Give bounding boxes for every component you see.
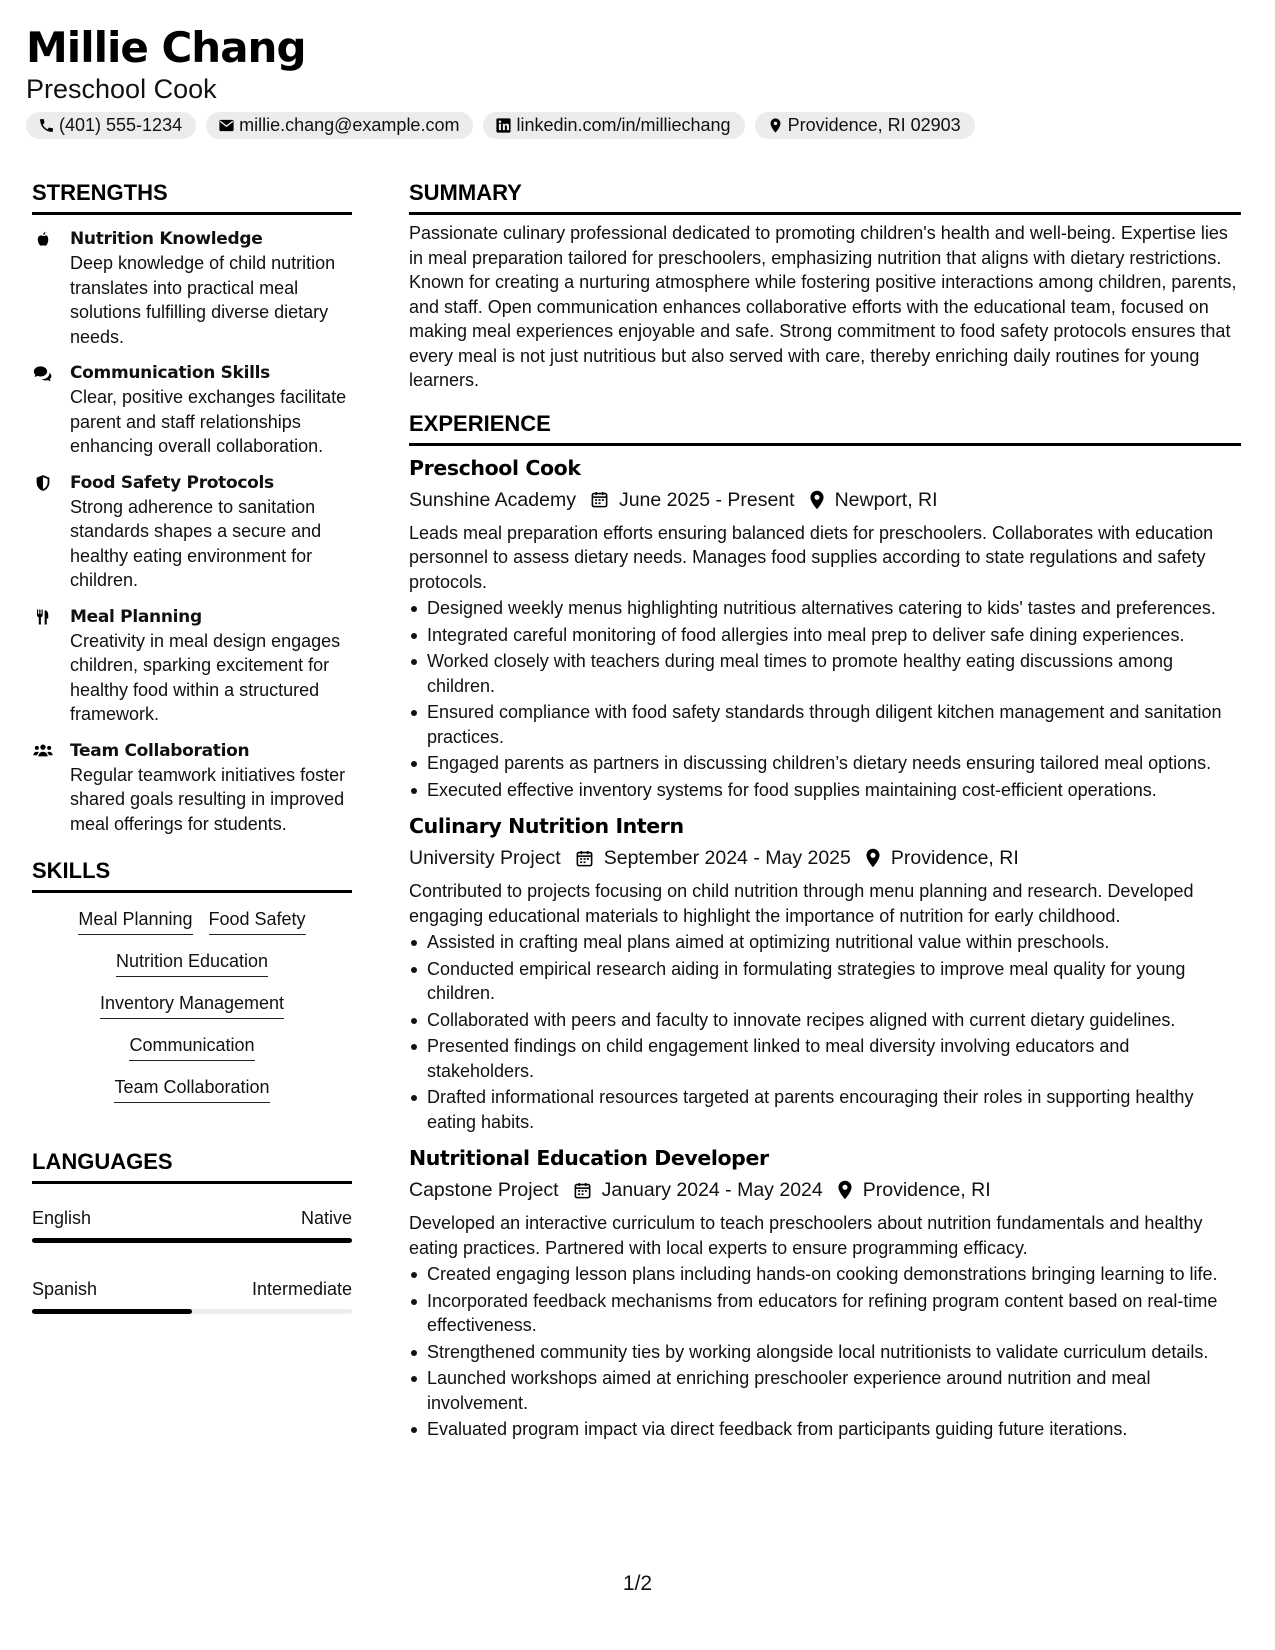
strength-title: Meal Planning [70,606,202,627]
job-bullet: Ensured compliance with food safety standards through diligent kitchen management and sanitation practices. [409,700,1241,749]
job-bullet: Designed weekly menus highlighting nutritious alternatives catering to kids' tastes and preferences. [409,596,1241,621]
language-level: Intermediate [251,1279,352,1299]
job-bullet: Worked closely with teachers during meal times to promote healthy eating discussions among children. [409,649,1241,698]
job-bullet: Drafted informational resources targeted at parents encouraging their roles in supporting healthy eating habits. [409,1085,1241,1134]
job-list [409,454,1241,1442]
calendar-icon [561,849,604,868]
strength-description: Regular teamwork initiatives foster shared goals resulting in improved meal offerings for students. [70,764,346,834]
experience-section [409,411,1241,1442]
language-proficiency-bar [32,1309,352,1314]
languages-heading: LANGUAGES [32,1149,352,1184]
location-pin-icon [795,490,835,510]
job-bullet: Engaged parents as partners in discussing children’s dietary needs ensuring tailored meal options. [409,751,1241,776]
location-pin-icon [851,848,891,868]
job-bullet: Incorporated feedback mechanisms from educators for refining program content based on real-time effectiveness. [409,1289,1241,1338]
strength-title: Team Collaboration [70,740,250,761]
job-bullet: Conducted empirical research aiding in formulating strategies to improve meal quality for young children. [409,957,1241,1006]
job-location: Providence, RI [862,1179,991,1201]
phone-icon [38,117,55,134]
job-bullets [409,930,1241,1134]
language-proficiency-fill [32,1309,192,1314]
job-entry [409,1144,1241,1442]
skills-list [32,907,352,1103]
job-entry [409,454,1241,803]
strengths-heading: STRENGTHS [32,180,352,215]
job-bullet: Launched workshops aimed at enriching preschooler experience around nutrition and meal involvement. [409,1366,1241,1415]
apple-icon [32,229,54,249]
job-organization: Sunshine Academy [409,488,576,511]
linkedin-text: linkedin.com/in/milliechang [516,115,731,135]
job-organization: University Project [409,847,561,869]
skill-tag: Inventory Management [100,991,284,1019]
strength-description: Strong adherence to sanitation standards shapes a secure and healthy eating environment for children. [70,496,322,590]
strength-description: Deep knowledge of child nutrition translates into practical meal solutions fulfilling diverse dietary needs. [70,253,336,347]
job-location: Newport, RI [834,488,938,511]
job-description: Leads meal preparation efforts ensuring balanced diets for preschoolers. Collaborates with education personnel to assess dietary needs. Manages food supplies according to state regulations and safety protocols. [409,522,1214,592]
summary-text: Passionate culinary professional dedicated to promoting children's health and well-being. Expertise lies in meal preparation tailored for preschoolers, emphasizing nutrition that aligns with dietary restrictions. Known for creating a nurturing atmosphere while fostering positive interactions among children, parents, and staff. Open communication enhances collaborative efforts with the educational team, focused on making meal experiences enjoyable and safe. Strong commitment to food safety protocols ensures that every meal is not just nutritious but also served with care, thereby enriching daily routines for young learners. [409,223,1237,390]
page-number: 1/2 [622,1572,653,1595]
job-dates: June 2025 - Present [618,488,795,511]
users-icon [32,741,54,761]
utensils-icon [32,607,54,627]
job-bullet: Executed effective inventory systems for food supplies maintaining cost-efficient operations. [409,778,1241,803]
job-bullet: Integrated careful monitoring of food allergies into meal prep to deliver safe dining experiences. [409,623,1241,648]
job-bullet: Presented findings on child engagement linked to meal diversity involving educators and stakeholders. [409,1034,1241,1083]
job-bullet: Collaborated with peers and faculty to innovate recipes aligned with current dietary guidelines. [409,1008,1241,1033]
language-item [32,1277,352,1314]
strength-title: Nutrition Knowledge [70,229,263,249]
contact-bar [26,112,1251,139]
candidate-name: Millie Chang [26,23,306,72]
job-bullet: Created engaging lesson plans including hands-on cooking demonstrations bringing learning to life. [409,1262,1241,1287]
skill-tag: Communication [129,1033,254,1061]
experience-heading: EXPERIENCE [409,411,1241,446]
skill-tag: Team Collaboration [114,1075,269,1103]
strength-item [32,605,352,727]
left-column [32,180,352,1314]
language-item [32,1206,352,1243]
job-dates: September 2024 - May 2025 [603,847,851,869]
languages-section [32,1149,352,1314]
strength-title: Food Safety Protocols [70,472,274,493]
language-name: English [32,1208,92,1228]
summary-section [409,180,1241,393]
job-bullets [409,1262,1241,1442]
job-title: Preschool Cook [409,455,581,480]
language-name: Spanish [32,1279,98,1299]
resume-header [26,22,1251,139]
linkedin-icon [495,117,512,134]
skills-section [32,858,352,1103]
skill-tag: Meal Planning [78,907,192,935]
calendar-icon [576,490,619,509]
job-description: Contributed to projects focusing on child nutrition through menu planning and research. Developed engaging educational materials to highlight the importance of nutrition for early childhood. [409,881,1194,926]
phone-text: (401) 555-1234 [59,115,183,135]
location-text: Providence, RI 02903 [787,115,961,135]
envelope-icon [218,117,235,134]
location-pin-icon [767,117,784,134]
location-pin-icon [823,1180,863,1200]
strength-item [32,739,352,837]
language-proficiency-fill [32,1238,352,1243]
right-column [409,180,1241,1442]
strength-description: Clear, positive exchanges facilitate parent and staff relationships enhancing overall collaboration. [70,387,347,456]
job-entry [409,812,1241,1134]
job-description: Developed an interactive curriculum to teach preschoolers about nutrition fundamentals and healthy eating practices. Partnered with local experts to ensure programming efficacy. [409,1213,1203,1258]
job-title: Culinary Nutrition Intern [409,814,684,838]
language-level: Native [300,1208,352,1228]
skill-tag: Nutrition Education [116,949,268,977]
job-bullets [409,596,1241,802]
candidate-title: Preschool Cook [26,74,217,104]
skills-heading: SKILLS [32,858,352,893]
summary-heading: SUMMARY [409,180,1241,215]
strengths-section [32,180,352,836]
chat-bubbles-icon [32,363,54,383]
job-bullet: Strengthened community ties by working alongside local nutritionists to validate curriculum details. [409,1340,1241,1365]
job-dates: January 2024 - May 2024 [601,1179,823,1201]
strength-description: Creativity in meal design engages children, sparking excitement for healthy food within a structured framework. [70,630,341,724]
linkedin-contact[interactable] [483,112,744,139]
strength-item [32,227,352,349]
calendar-icon [559,1181,602,1200]
job-meta [409,486,1241,514]
location-contact [755,112,975,139]
email-contact[interactable] [206,112,473,139]
job-bullet: Assisted in crafting meal plans aimed at optimizing nutritional value within preschools. [409,930,1241,955]
shield-icon [32,473,54,493]
phone-contact[interactable] [26,112,196,139]
strength-item [32,471,352,593]
job-location: Providence, RI [890,847,1019,869]
job-title: Nutritional Education Developer [409,1146,769,1170]
skill-tag: Food Safety [209,907,306,935]
strength-item [32,361,352,459]
job-meta [409,1176,1241,1204]
job-bullet: Evaluated program impact via direct feedback from participants guiding future iterations. [409,1417,1241,1442]
email-text: millie.chang@example.com [239,115,460,135]
language-proficiency-bar [32,1238,352,1243]
strength-title: Communication Skills [70,363,270,383]
job-organization: Capstone Project [409,1179,559,1201]
job-meta [409,844,1241,872]
